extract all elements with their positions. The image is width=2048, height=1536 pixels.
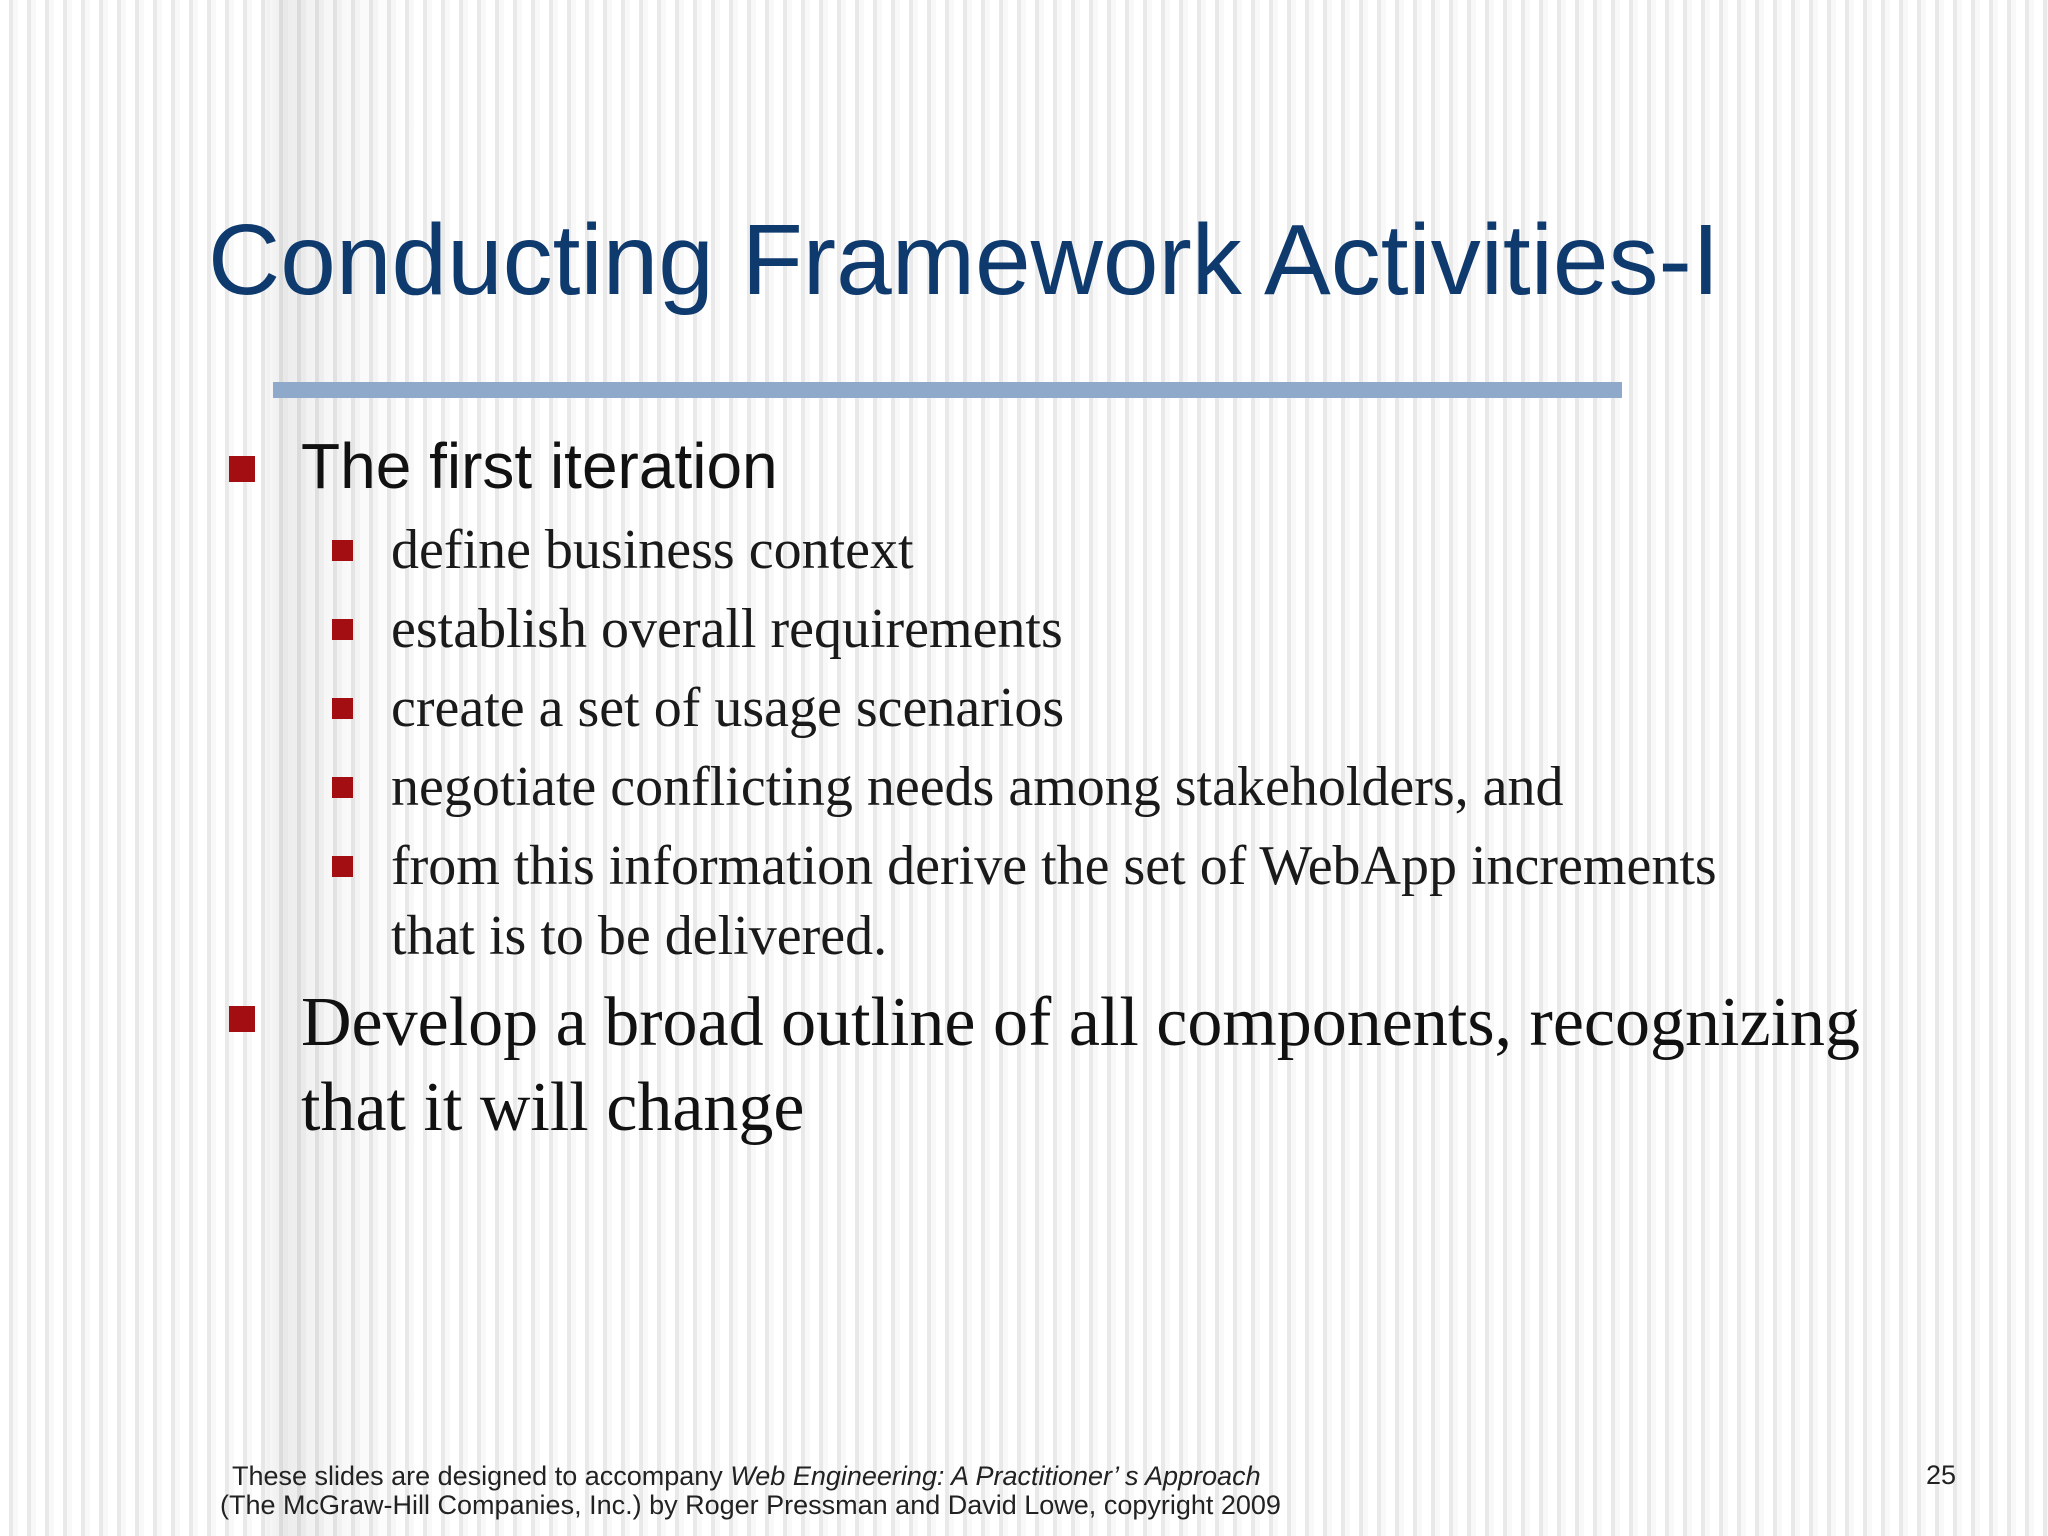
sub-bullet-marker xyxy=(332,856,353,877)
bullet-text-continuation: that it will change xyxy=(301,1069,805,1146)
bullet-text: Develop a broad outline of all components, recognizing xyxy=(301,984,1860,1061)
footer-line-2: (The McGraw-Hill Companies, Inc.) by Roger Pressman and David Lowe, copyright 2009 xyxy=(220,1490,1281,1520)
sub-bullet-text: define business context xyxy=(391,519,914,581)
footer-line-1 xyxy=(220,1462,1281,1491)
bullet-marker xyxy=(229,1006,255,1032)
sub-bullet-text: from this information derive the set of WebApp increments xyxy=(391,835,1717,897)
footer-book-title: Web Engineering: A Practitioner’ s Approach xyxy=(730,1461,1261,1491)
sub-bullet-marker xyxy=(332,777,353,798)
footer-prefix: These slides are designed to accompany xyxy=(232,1461,731,1491)
bullet-text: The first iteration xyxy=(301,430,778,502)
sub-bullet-text: establish overall requirements xyxy=(391,598,1063,660)
slide-footer xyxy=(220,1462,1281,1520)
sub-bullet-text-continuation: that is to be delivered. xyxy=(391,905,888,967)
sub-bullet-marker xyxy=(332,619,353,640)
page-number: 25 xyxy=(1926,1460,1957,1490)
sub-bullet-marker xyxy=(332,540,353,561)
title-underline xyxy=(273,382,1622,398)
bullet-marker xyxy=(229,456,255,482)
slide-title: Conducting Framework Activities-I xyxy=(208,204,1720,316)
sub-bullet-text: create a set of usage scenarios xyxy=(391,677,1065,739)
sub-bullet-text: negotiate conflicting needs among stakeholders, and xyxy=(391,756,1564,818)
sub-bullet-marker xyxy=(332,698,353,719)
